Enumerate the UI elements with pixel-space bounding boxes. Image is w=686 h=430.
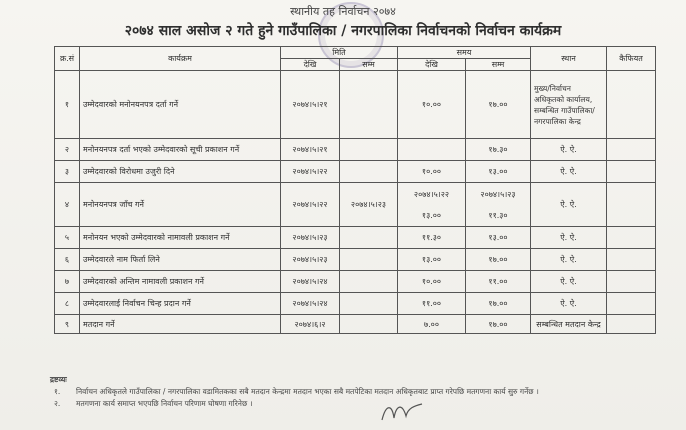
- col-header-date-to: सम्म: [340, 59, 398, 71]
- row-date-from: २०७४।५।२४: [281, 271, 340, 293]
- row-venue: ऐ. ऐ.: [531, 139, 607, 161]
- row-program: मतदान गर्ने: [80, 315, 281, 334]
- row-remarks: [607, 315, 656, 334]
- row-time-from: १०.००: [398, 71, 466, 139]
- row-venue: ऐ. ऐ.: [531, 227, 607, 249]
- note-number: २.: [54, 399, 61, 408]
- row-date-to: [340, 139, 398, 161]
- row-sn: ८: [55, 293, 80, 315]
- row-date-to: [340, 315, 398, 334]
- row-time-to-date: २०७४।५।२३: [480, 189, 516, 199]
- row-date-to: [340, 161, 398, 183]
- row-sn: ७: [55, 271, 80, 293]
- row-sn: ४: [55, 183, 80, 227]
- row-time-from: ७.००: [398, 315, 466, 334]
- row-time-to: ११.००: [466, 271, 531, 293]
- row-venue: ऐ. ऐ.: [531, 161, 607, 183]
- row-program: उम्मेदवारको मनोनयनपत्र दर्ता गर्ने: [80, 71, 281, 139]
- col-header-date: मिति: [281, 47, 398, 59]
- row-sn: ५: [55, 227, 80, 249]
- row-program: उम्मेदवारको विरोधमा उजुरी दिने: [80, 161, 281, 183]
- note-item: [50, 386, 670, 398]
- row-remarks: [607, 183, 656, 227]
- row-date-from: २०७४।५।२२: [281, 161, 340, 183]
- row-time-to: १७.००: [466, 315, 531, 334]
- row-date-from: २०७४।६।२: [281, 315, 340, 334]
- row-program: मनोनयनपत्र जाँच गर्ने: [80, 183, 281, 227]
- row-time-from: १३.००: [398, 249, 466, 271]
- row-date-to: [340, 293, 398, 315]
- row-date-to: [340, 227, 398, 249]
- row-time-to: [466, 183, 531, 227]
- row-sn: ३: [55, 161, 80, 183]
- note-text: मतगणना कार्य समाप्त भएपछि निर्वाचन परिणाम घोषणा गरिनेछ ।: [76, 399, 253, 408]
- table-row: [55, 71, 656, 139]
- col-header-program: कार्यक्रम: [80, 47, 281, 71]
- row-time-from: १०.००: [398, 271, 466, 293]
- col-header-time-from: देखि: [398, 59, 466, 71]
- row-time-from-clock: १३.००: [421, 210, 442, 220]
- row-date-from: २०७४।५।२१: [281, 71, 340, 139]
- row-venue: ऐ. ऐ.: [531, 271, 607, 293]
- row-remarks: [607, 227, 656, 249]
- table-row: [55, 161, 656, 183]
- row-remarks: [607, 249, 656, 271]
- notes-title: द्रष्टव्यः: [50, 375, 67, 384]
- col-header-time-to: सम्म: [466, 59, 531, 71]
- row-date-to: [340, 71, 398, 139]
- row-date-from: २०७४।५।२३: [281, 227, 340, 249]
- schedule-table: [54, 46, 656, 334]
- notes-section: [50, 374, 670, 410]
- row-remarks: [607, 271, 656, 293]
- table-row: [55, 293, 656, 315]
- row-venue: ऐ. ऐ.: [531, 249, 607, 271]
- table-row: [55, 227, 656, 249]
- row-sn: २: [55, 139, 80, 161]
- row-date-from: २०७४।५।२४: [281, 293, 340, 315]
- table-row: [55, 139, 656, 161]
- row-date-to: [340, 249, 398, 271]
- col-header-sn: क्र.सं: [55, 47, 80, 71]
- row-time-to: १३.००: [466, 227, 531, 249]
- row-time-from: [398, 183, 466, 227]
- row-time-from-date: २०७४।५।२२: [413, 189, 450, 199]
- row-remarks: [607, 139, 656, 161]
- table-row: [55, 271, 656, 293]
- row-program: उम्मेदवारले नाम फिर्ता लिने: [80, 249, 281, 271]
- signature: [378, 398, 428, 426]
- row-time-to: १७.००: [466, 293, 531, 315]
- row-program: मनोनयनपत्र दर्ता भएको उम्मेदवारको सूची प्रकाशन गर्ने: [80, 139, 281, 161]
- row-time-to-clock: ११.३०: [488, 210, 508, 220]
- note-item: [50, 398, 670, 410]
- row-time-to: १७.००: [466, 249, 531, 271]
- col-header-time: समय: [398, 47, 531, 59]
- col-header-remarks: कैफियत: [607, 47, 656, 71]
- table-row: [55, 183, 656, 227]
- row-date-from: २०७४।५।२१: [281, 139, 340, 161]
- row-time-from: १०.००: [398, 161, 466, 183]
- note-number: १.: [54, 387, 61, 396]
- row-time-to: १७.३०: [466, 139, 531, 161]
- row-sn: ६: [55, 249, 80, 271]
- document-title: २०७४ साल असोज २ गते हुने गाउँपालिका / नगरपालिका निर्वाचनको निर्वाचन कार्यक्रम: [124, 23, 562, 39]
- document-subtitle: स्थानीय तह निर्वाचन २०७४: [290, 5, 396, 18]
- row-venue: सम्बन्धित मतदान केन्द्र: [531, 315, 607, 334]
- col-header-date-from: देखि: [281, 59, 340, 71]
- note-text: निर्वाचन अधिकृतले गाउँपालिका / नगरपालिका वडामितकका सबै मतदान केन्द्रमा मतदान भएका सबै मतपेटिका मतदान अधिकृतबाट प्राप्त गरेपछि मतगणना कार्य सुरु गर्नेछ ।: [76, 387, 539, 396]
- row-venue: ऐ. ऐ.: [531, 183, 607, 227]
- row-time-from: [398, 139, 466, 161]
- row-date-to: २०७४।५।२३: [340, 183, 398, 227]
- row-venue: ऐ. ऐ.: [531, 293, 607, 315]
- table-row: [55, 315, 656, 334]
- row-remarks: [607, 71, 656, 139]
- row-time-to: १७.००: [466, 71, 531, 139]
- row-time-to: १३.००: [466, 161, 531, 183]
- row-remarks: [607, 161, 656, 183]
- row-date-from: २०७४।५।२३: [281, 249, 340, 271]
- row-program: मनोनयन भएको उम्मेदवारको नामावली प्रकाशन गर्ने: [80, 227, 281, 249]
- col-header-venue: स्थान: [531, 47, 607, 71]
- table-row: [55, 249, 656, 271]
- row-date-from: २०७४।५।२२: [281, 183, 340, 227]
- row-remarks: [607, 293, 656, 315]
- row-program: उम्मेदवारको अन्तिम नामावली प्रकाशन गर्ने: [80, 271, 281, 293]
- row-time-from: ११.००: [398, 293, 466, 315]
- row-program: उम्मेदवारलाई निर्वाचन चिन्ह प्रदान गर्ने: [80, 293, 281, 315]
- row-sn: १: [55, 71, 80, 139]
- row-venue: मुख्य/निर्वाचन अधिकृतको कार्यालय, सम्बन्धित गाउँपालिका/ नगरपालिका केन्द्र: [531, 71, 607, 139]
- row-sn: ९: [55, 315, 80, 334]
- row-date-to: [340, 271, 398, 293]
- row-time-from: ११.३०: [398, 227, 466, 249]
